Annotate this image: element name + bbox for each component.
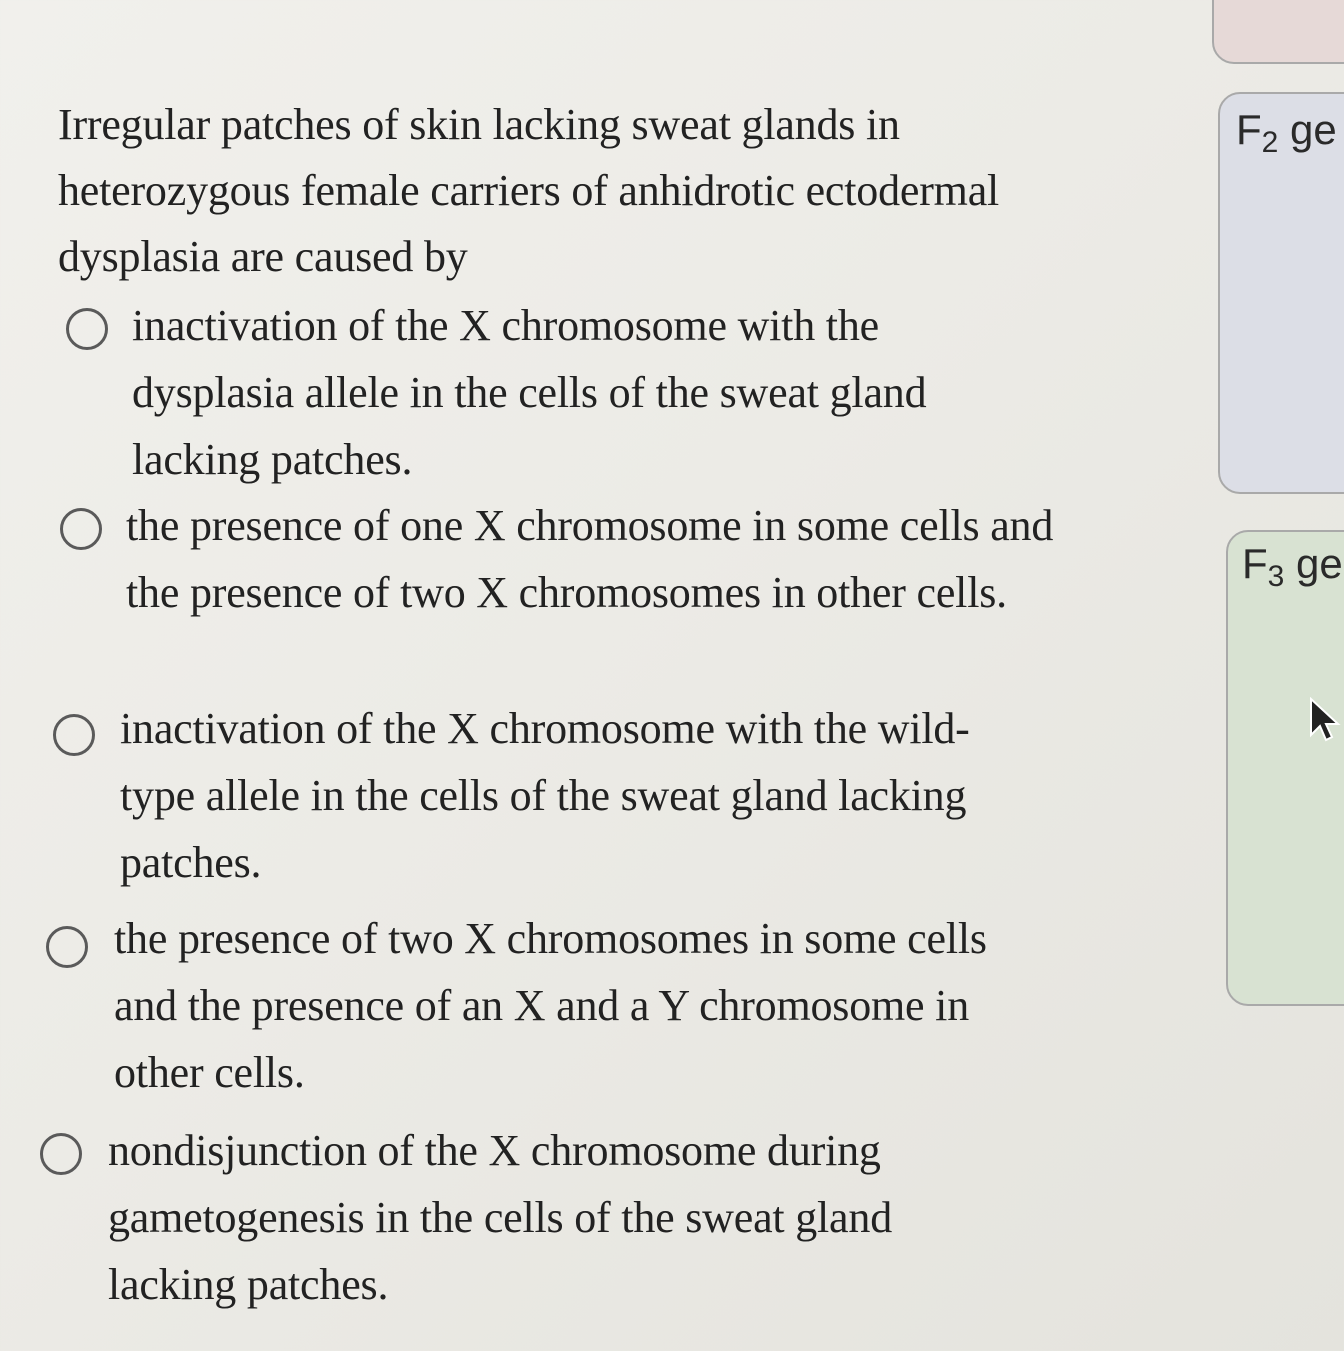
radio-button-empty-icon[interactable] — [40, 1133, 82, 1175]
radio-button-empty-icon[interactable] — [53, 714, 95, 756]
top-panel — [1212, 0, 1344, 64]
f3-panel-title: $F_3$ ge — [1242, 540, 1343, 593]
option-label: inactivation of the X chromosome with the dysplasia allele in the cells of the sweat gland lacking patches. — [132, 301, 927, 484]
radio-button-empty-icon[interactable] — [60, 508, 102, 550]
mouse-cursor-icon — [1307, 697, 1341, 745]
radio-button-empty-icon[interactable] — [66, 308, 108, 350]
answer-option-5[interactable] — [0, 1117, 1060, 1332]
f2-panel[interactable] — [1218, 92, 1344, 494]
option-label: the presence of two X chromosomes in some cells and the presence of an X and a Y chromosome in other cells. — [114, 914, 987, 1097]
answer-option-3[interactable] — [0, 695, 1060, 905]
f3-panel[interactable] — [1226, 530, 1344, 1006]
f2-panel-title: $F_2$ ge — [1236, 106, 1337, 159]
question-prompt: Irregular patches of skin lacking sweat glands in heterozygous female carriers of anhidrotic ectodermal dysplasia are caused by — [58, 100, 1000, 281]
option-label: the presence of one X chromosome in some cells and the presence of two X chromosomes in other cells. — [126, 501, 1054, 617]
radio-button-empty-icon[interactable] — [46, 926, 88, 968]
option-label: inactivation of the X chromosome with the wild-type allele in the cells of the sweat gland lacking patches. — [120, 704, 970, 887]
answer-option-2[interactable] — [0, 492, 1060, 697]
answer-option-1[interactable] — [0, 292, 1060, 492]
answer-option-4[interactable] — [0, 905, 1060, 1115]
option-label: nondisjunction of the X chromosome during gametogenesis in the cells of the sweat gland lacking patches. — [108, 1126, 892, 1309]
